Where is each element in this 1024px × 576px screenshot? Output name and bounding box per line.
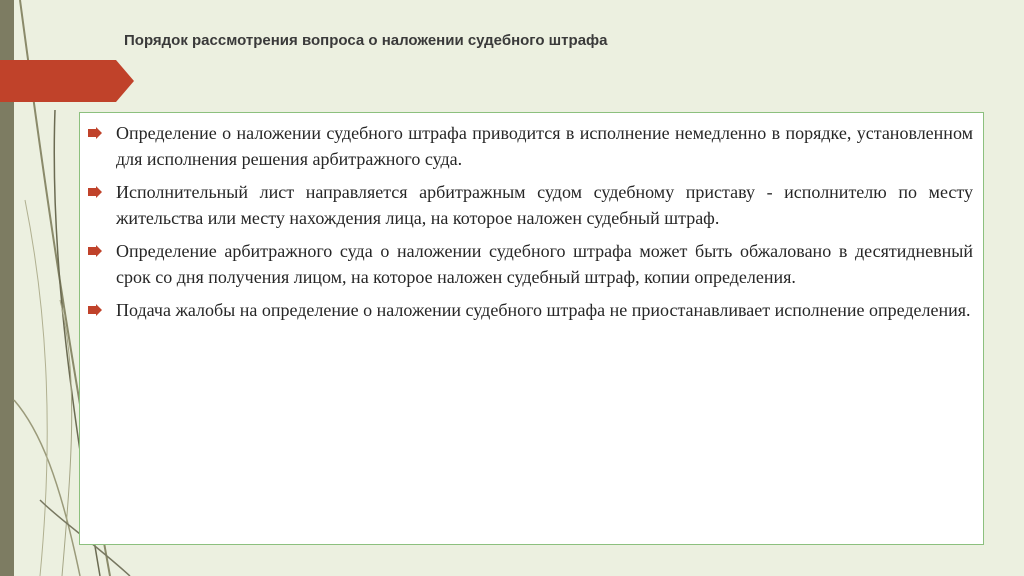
slide-title: Порядок рассмотрения вопроса о наложении судебного штрафа [124, 32, 608, 49]
bullet-text: Определение о наложении судебного штрафа приводится в исполнение немедленно в порядке, установленном для исполнения решения арбитражного суда. [116, 123, 973, 169]
bullet-item [116, 239, 973, 290]
arrow-bullet-icon [88, 245, 102, 257]
bullet-item [116, 180, 973, 231]
title-banner-arrow [0, 60, 134, 102]
bullet-text: Исполнительный лист направляется арбитражным судом судебному приставу - исполнителю по месту жительства или месту нахождения лица, на которое наложен судебный штраф. [116, 182, 973, 228]
arrow-bullet-icon [88, 127, 102, 139]
bullet-item [116, 298, 973, 324]
bullet-list [80, 113, 983, 324]
bullet-item [116, 121, 973, 172]
arrow-bullet-icon [88, 304, 102, 316]
content-box [79, 112, 984, 545]
arrow-bullet-icon [88, 186, 102, 198]
bullet-text: Определение арбитражного суда о наложении судебного штрафа может быть обжаловано в десятидневный срок со дня получения лицом, на которое наложен судебный штраф, копии определения. [116, 241, 973, 287]
bullet-text: Подача жалобы на определение о наложении судебного штрафа не приостанавливает исполнение определения. [116, 300, 971, 320]
